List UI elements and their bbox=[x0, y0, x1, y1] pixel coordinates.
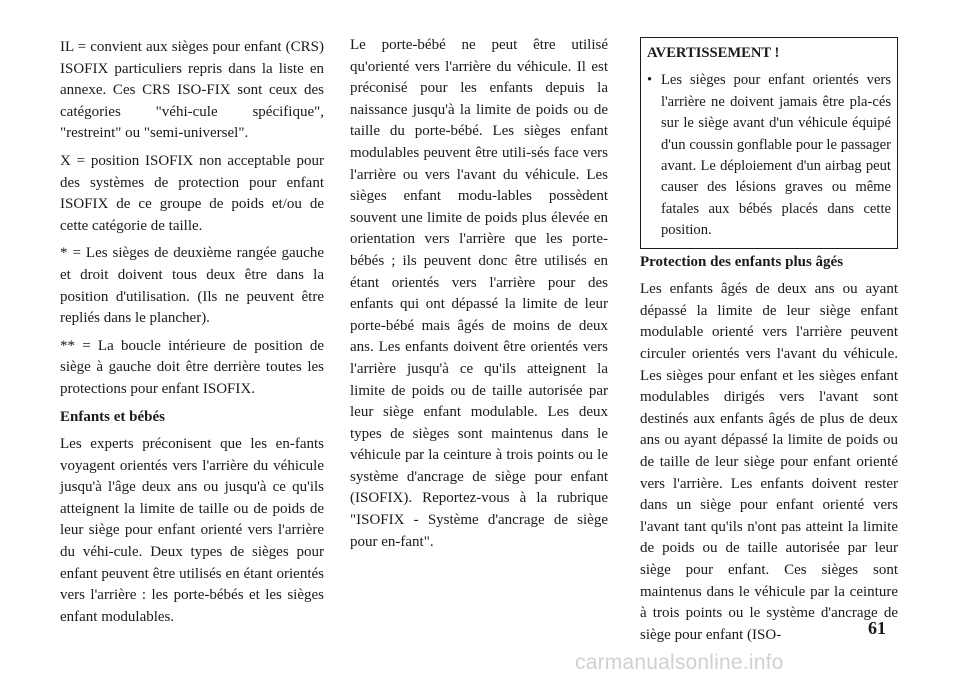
isofix-star-note: * = Les sièges de deuxième rangée gauche et droit doivent tous deux être dans la position d'utilisation. (Ils ne peuvent être repliés dans le plancher). bbox=[60, 245, 324, 327]
infants-paragraph: Les experts préconisent que les en-fants voyagent orientés vers l'arrière du véhicule jusqu'à l'âge deux ans ou jusqu'à ce qu'ils atteignent la limite de taille ou de poids de leur siège pour enfant orienté vers l'arrière du véhi-cule. Deux types de sièges pour enfant peuvent être utilisés en étant orientés vers l'arrière : les porte-bébés et les sièges enfant modulables. bbox=[60, 436, 324, 625]
middle-column bbox=[350, 35, 608, 559]
isofix-il-definition: IL = convient aux sièges pour enfant (CRS) ISOFIX particuliers repris dans la liste en annexe. Ces CRS ISO-FIX sont ceux des catégories "véhi-cule spécifique", "restreint" ou "semi-universel". bbox=[60, 39, 324, 142]
section-heading-infants: Enfants et bébés bbox=[60, 408, 166, 425]
page-number: 61 bbox=[868, 618, 886, 638]
infant-carrier-paragraph: Le porte-bébé ne peut être utilisé qu'orienté vers l'arrière du véhicule. Il est préconisé pour les enfants depuis la naissance jusqu'à la limite de poids ou de taille du porte-bébé. Les sièges enfant modulables peuvent être utili-sés face vers l'arrière ou vers l'avant du véhicule. Les sièges enfant modu-lables possèdent souvent une limite de poids plus élevée en orientation vers l'arrière que les porte-bébés ; ils peuvent donc être utilisés en étant orientés vers l'arrière pour des enfants qui ont dépassé la limite de leur porte-bébé mais âgés de moins de deux ans. Les enfants doivent être orientés vers l'arrière jusqu'à ce qu'ils atteignent la limite de poids ou de taille autorisée par leur siège enfant modulable. Les deux types de sièges sont maintenus dans le véhicule par la ceinture à trois points ou le système d'ancrage de siège pour enfant (ISOFIX). Reportez-vous à la rubrique "ISOFIX - Système d'ancrage de siège pour en-fant". bbox=[350, 37, 608, 550]
section-heading-older-children: Protection des enfants plus âgés bbox=[640, 253, 844, 270]
warning-title: AVERTISSEMENT ! bbox=[647, 45, 780, 61]
older-children-paragraph: Les enfants âgés de deux ans ou ayant dépassé la limite de leur siège enfant modulable orienté vers l'arrière peuvent circuler orientés vers l'avant du véhicule. Les sièges pour enfant et les sièges enfant modulables dirigés vers l'avant sont destinés aux enfants âgés de plus de deux ans ou ayant dépassé la limite de poids ou de taille de leur siège pour enfant orienté vers l'arrière. Les enfants doivent rester dans un siège pour enfant orienté vers l'avant tant qu'ils n'ont pas atteint la limite de poids ou de taille autorisée par leur siège pour enfant. Ces sièges sont maintenus dans le véhicule par la ceinture à trois points ou le système d'ancrage de siège pour enfant (ISO- bbox=[640, 281, 898, 643]
warning-box bbox=[640, 37, 898, 249]
bullet-icon: • bbox=[647, 72, 653, 89]
left-column bbox=[60, 37, 324, 634]
watermark: carmanualsonline.info bbox=[575, 651, 784, 674]
warning-text: Les sièges pour enfant orientés vers l'arrière ne doivent jamais être pla-cés sur le siège avant d'un véhicule équipé d'un coussin gonflable pour le passager avant. Le déploiement d'un airbag peut causer des lésions graves ou même fatales aux bébés placés dans cette position. bbox=[661, 72, 891, 239]
warning-item bbox=[647, 70, 891, 241]
isofix-double-star-note: ** = La boucle intérieure de position de siège à gauche doit être derrière toutes les protections pour enfant ISOFIX. bbox=[60, 337, 324, 397]
right-column bbox=[640, 37, 898, 652]
isofix-x-definition: X = position ISOFIX non acceptable pour des systèmes de protection pour enfant ISOFIX de ce groupe de poids et/ou de cette catégorie de taille. bbox=[60, 152, 324, 234]
